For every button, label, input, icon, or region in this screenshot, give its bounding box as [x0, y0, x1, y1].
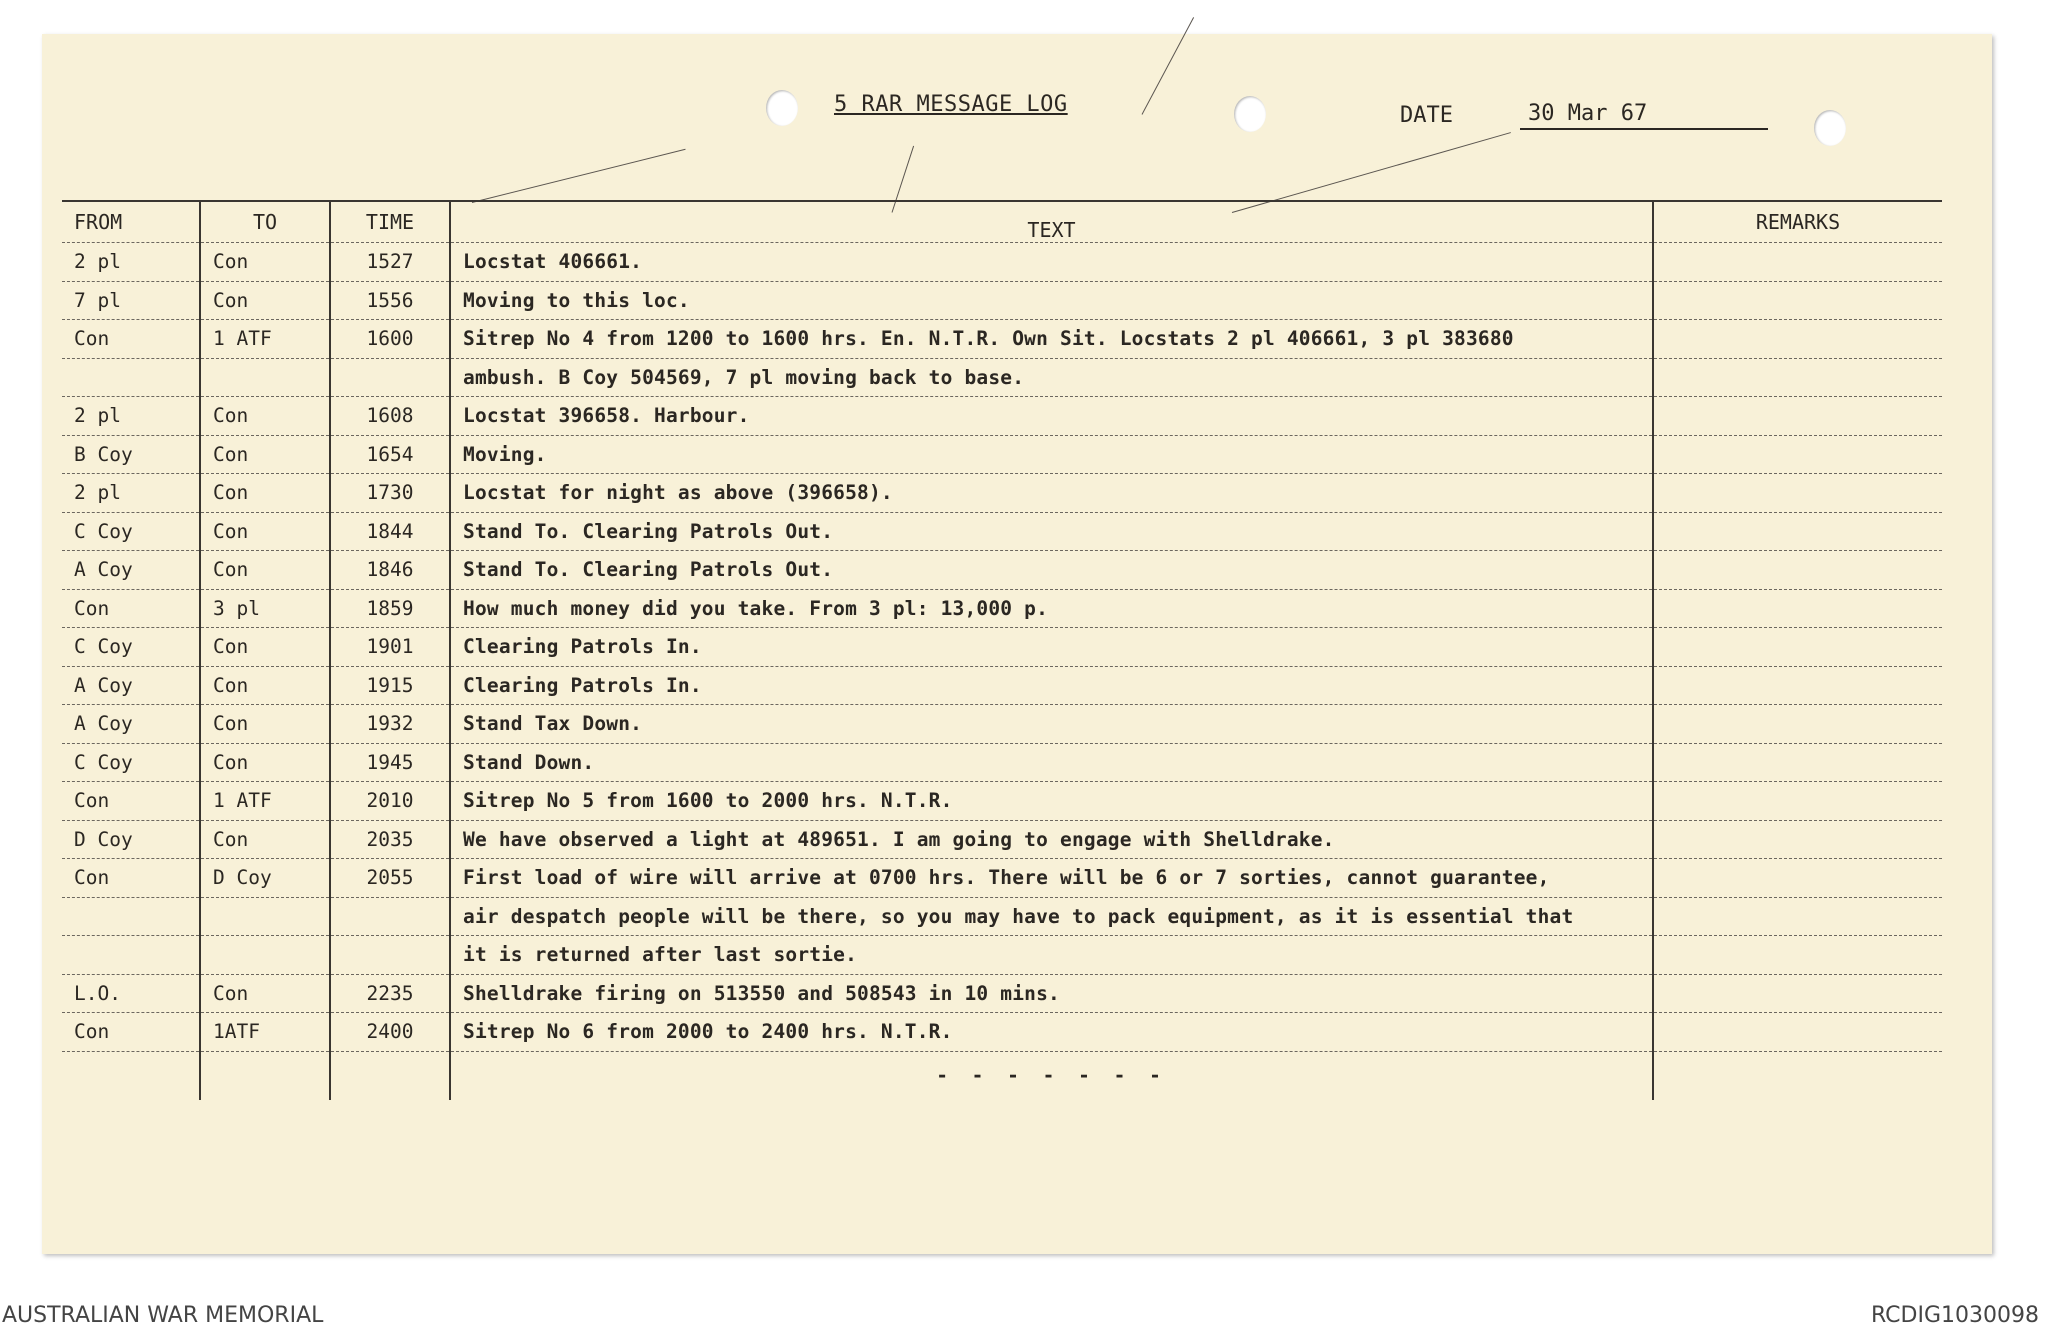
time-cell: 1654: [330, 435, 450, 474]
to-cell: Con: [200, 435, 330, 474]
time-cell: 2400: [330, 1013, 450, 1052]
to-cell: [200, 358, 330, 397]
text-cell: air despatch people will be there, so you may have to pack equipment, as it is essential that: [450, 897, 1653, 936]
from-cell: Con: [62, 1013, 200, 1052]
remarks-cell: [1653, 782, 1942, 821]
text-cell: Sitrep No 5 from 1600 to 2000 hrs. N.T.R.: [450, 782, 1653, 821]
from-cell: Con: [62, 320, 200, 359]
to-cell: Con: [200, 512, 330, 551]
punch-hole: [1814, 110, 1846, 146]
time-cell: 2010: [330, 782, 450, 821]
remarks-cell: [1653, 397, 1942, 436]
from-cell: A Coy: [62, 705, 200, 744]
time-cell: 1901: [330, 628, 450, 667]
text-cell: Locstat 406661.: [450, 243, 1653, 282]
log-title: 5 RAR MESSAGE LOG: [834, 92, 1068, 117]
to-cell: 1 ATF: [200, 782, 330, 821]
from-cell: Con: [62, 782, 200, 821]
remarks-cell: [1653, 705, 1942, 744]
to-cell: D Coy: [200, 859, 330, 898]
to-cell: Con: [200, 551, 330, 590]
remarks-cell: [1653, 897, 1942, 936]
text-cell: Sitrep No 4 from 1200 to 1600 hrs. En. N.T.R. Own Sit. Locstats 2 pl 406661, 3 pl 383680: [450, 320, 1653, 359]
table-row: [62, 474, 1942, 513]
to-cell: Con: [200, 243, 330, 282]
time-cell: 1608: [330, 397, 450, 436]
table-row: [62, 358, 1942, 397]
time-cell: 1844: [330, 512, 450, 551]
time-cell: 1730: [330, 474, 450, 513]
to-cell: Con: [200, 743, 330, 782]
column-header-time: TIME: [330, 201, 450, 243]
from-cell: L.O.: [62, 974, 200, 1013]
text-cell: We have observed a light at 489651. I am going to engage with Shelldrake.: [450, 820, 1653, 859]
time-cell: 1859: [330, 589, 450, 628]
remarks-cell: [1653, 435, 1942, 474]
from-cell: B Coy: [62, 435, 200, 474]
table-row: [62, 705, 1942, 744]
to-cell: [200, 897, 330, 936]
punch-hole: [1234, 96, 1266, 132]
from-cell: [62, 358, 200, 397]
date-value: 30 Mar 67: [1520, 101, 1768, 130]
text-cell: Locstat for night as above (396658).: [450, 474, 1653, 513]
to-cell: Con: [200, 666, 330, 705]
from-cell: 2 pl: [62, 397, 200, 436]
remarks-cell: [1653, 358, 1942, 397]
remarks-cell: [1653, 512, 1942, 551]
table-row: [62, 397, 1942, 436]
to-cell: Con: [200, 474, 330, 513]
table-row: [62, 628, 1942, 667]
text-cell: Stand Down.: [450, 743, 1653, 782]
text-cell: Clearing Patrols In.: [450, 628, 1653, 667]
table-row: [62, 820, 1942, 859]
table-header-row: [62, 201, 1942, 243]
text-cell: Sitrep No 6 from 2000 to 2400 hrs. N.T.R.: [450, 1013, 1653, 1052]
text-cell: it is returned after last sortie.: [450, 936, 1653, 975]
time-cell: 1915: [330, 666, 450, 705]
time-cell: 1932: [330, 705, 450, 744]
message-log-table: [62, 200, 1942, 1100]
text-cell: Stand To. Clearing Patrols Out.: [450, 551, 1653, 590]
to-cell: Con: [200, 281, 330, 320]
end-of-log-marker: - - - - - - -: [936, 1064, 1167, 1087]
table-row: [62, 666, 1942, 705]
to-cell: 1 ATF: [200, 320, 330, 359]
time-cell: 1527: [330, 243, 450, 282]
table-row: [62, 936, 1942, 975]
from-cell: C Coy: [62, 628, 200, 667]
archive-reference: RCDIG1030098: [1870, 1303, 2039, 1328]
column-header-from: FROM: [62, 201, 200, 243]
from-cell: 2 pl: [62, 474, 200, 513]
table-row: [62, 897, 1942, 936]
time-cell: 1556: [330, 281, 450, 320]
to-cell: [200, 936, 330, 975]
text-cell: First load of wire will arrive at 0700 hrs. There will be 6 or 7 sorties, cannot guarantee,: [450, 859, 1653, 898]
from-cell: 2 pl: [62, 243, 200, 282]
from-cell: 7 pl: [62, 281, 200, 320]
table-end-row: [62, 1051, 1942, 1100]
punch-hole: [766, 90, 798, 126]
remarks-cell: [1653, 859, 1942, 898]
text-cell: Locstat 396658. Harbour.: [450, 397, 1653, 436]
text-cell: How much money did you take. From 3 pl: 13,000 p.: [450, 589, 1653, 628]
archive-credit: AUSTRALIAN WAR MEMORIAL: [2, 1303, 324, 1328]
remarks-cell: [1653, 589, 1942, 628]
table-row: [62, 1013, 1942, 1052]
table-row: [62, 320, 1942, 359]
time-cell: 1846: [330, 551, 450, 590]
time-cell: 2235: [330, 974, 450, 1013]
table-row: [62, 512, 1942, 551]
time-cell: 1600: [330, 320, 450, 359]
date-label: DATE: [1400, 103, 1453, 128]
text-cell: Stand Tax Down.: [450, 705, 1653, 744]
table-row: [62, 281, 1942, 320]
to-cell: Con: [200, 820, 330, 859]
to-cell: Con: [200, 628, 330, 667]
remarks-cell: [1653, 743, 1942, 782]
table-row: [62, 859, 1942, 898]
from-cell: Con: [62, 859, 200, 898]
time-cell: 1945: [330, 743, 450, 782]
column-header-remarks: REMARKS: [1653, 201, 1942, 243]
from-cell: A Coy: [62, 551, 200, 590]
time-cell: [330, 358, 450, 397]
text-cell: Moving to this loc.: [450, 281, 1653, 320]
remarks-cell: [1653, 320, 1942, 359]
text-cell: ambush. B Coy 504569, 7 pl moving back to base.: [450, 358, 1653, 397]
time-cell: [330, 897, 450, 936]
to-cell: 3 pl: [200, 589, 330, 628]
to-cell: Con: [200, 705, 330, 744]
from-cell: C Coy: [62, 512, 200, 551]
text-cell: Stand To. Clearing Patrols Out.: [450, 512, 1653, 551]
remarks-cell: [1653, 974, 1942, 1013]
remarks-cell: [1653, 1013, 1942, 1052]
to-cell: Con: [200, 974, 330, 1013]
table-row: [62, 589, 1942, 628]
to-cell: 1ATF: [200, 1013, 330, 1052]
table-row: [62, 435, 1942, 474]
table-row: [62, 243, 1942, 282]
from-cell: C Coy: [62, 743, 200, 782]
remarks-cell: [1653, 936, 1942, 975]
text-cell: Clearing Patrols In.: [450, 666, 1653, 705]
table-row: [62, 974, 1942, 1013]
table-row: [62, 551, 1942, 590]
from-cell: Con: [62, 589, 200, 628]
to-cell: Con: [200, 397, 330, 436]
remarks-cell: [1653, 474, 1942, 513]
from-cell: [62, 936, 200, 975]
remarks-cell: [1653, 666, 1942, 705]
text-cell: Shelldrake firing on 513550 and 508543 in 10 mins.: [450, 974, 1653, 1013]
column-header-to: TO: [200, 201, 330, 243]
time-cell: [330, 936, 450, 975]
from-cell: [62, 897, 200, 936]
from-cell: A Coy: [62, 666, 200, 705]
time-cell: 2055: [330, 859, 450, 898]
remarks-cell: [1653, 551, 1942, 590]
remarks-cell: [1653, 820, 1942, 859]
text-cell: Moving.: [450, 435, 1653, 474]
remarks-cell: [1653, 243, 1942, 282]
table-row: [62, 743, 1942, 782]
pencil-mark: [472, 149, 686, 203]
time-cell: 2035: [330, 820, 450, 859]
column-header-text: TEXT: [450, 201, 1653, 243]
remarks-cell: [1653, 628, 1942, 667]
from-cell: D Coy: [62, 820, 200, 859]
pencil-mark: [1142, 17, 1195, 115]
remarks-cell: [1653, 281, 1942, 320]
table-row: [62, 782, 1942, 821]
